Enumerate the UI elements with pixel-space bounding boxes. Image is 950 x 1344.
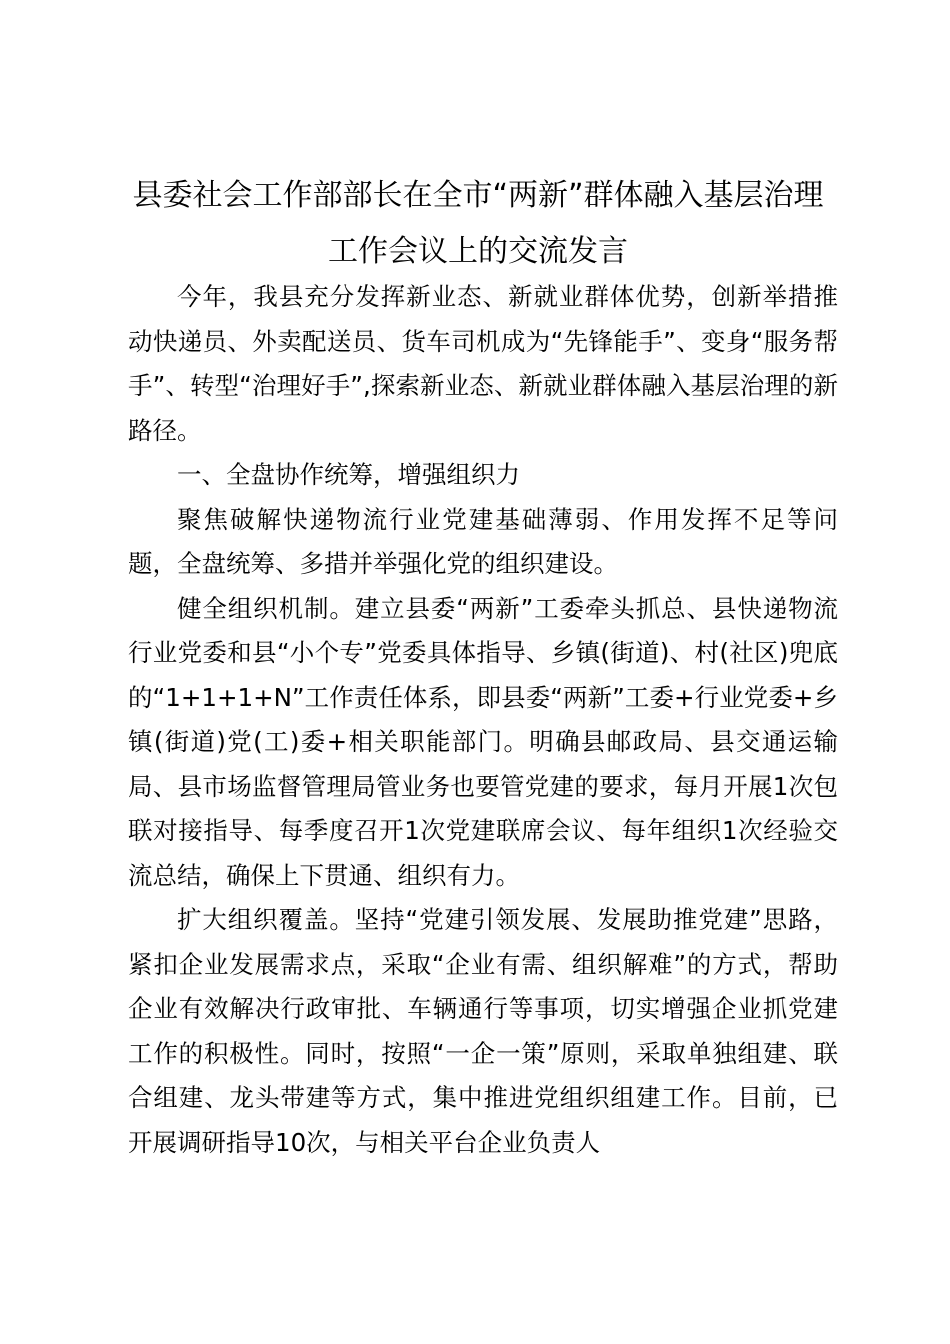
paragraph-section-1-summary: 聚焦破解快递物流行业党建基础薄弱、作用发挥不足等问题，全盘统筹、多措并举强化党的组织建设。: [128, 504, 838, 578]
section-heading-1: 一、全盘协作统筹，增强组织力: [177, 460, 520, 489]
paragraph-organization-mechanism: 健全组织机制。建立县委“两新”工委牵头抓总、县快递物流行业党委和县“小个专”党委具体指导、乡镇(街道)、村(社区)兜底的“1+1+1+N”工作责任体系，即县委“两新”工委+行业党委+乡镇(街道)党(工)委+相关职能部门。明确县邮政局、县交通运输局、县市场监督管理局管业务也要管党建的要求，每月开展1次包联对接指导、每季度召开1次党建联席会议、每年组织1次经验交流总结，确保上下贯通、组织有力。: [128, 593, 838, 890]
paragraph-organization-coverage: 扩大组织覆盖。坚持“党建引领发展、发展助推党建”思路，紧扣企业发展需求点，采取“企业有需、组织解难”的方式，帮助企业有效解决行政审批、车辆通行等事项，切实增强企业抓党建工作的积极性。同时，按照“一企一策”原则，采取单独组建、联合组建、龙头带建等方式，集中推进党组织组建工作。目前，已开展调研指导10次，与相关平台企业负责人: [128, 905, 838, 1157]
document-body: [128, 275, 838, 1165]
document-title: 县委社会工作部部长在全市“两新”群体融入基层治理工作会议上的交流发言: [132, 178, 824, 269]
paragraph-intro: 今年，我县充分发挥新业态、新就业群体优势，创新举措推动快递员、外卖配送员、货车司机成为“先锋能手”、变身“服务帮手”、转型“治理好手”,探索新业态、新就业群体融入基层治理的新路径。: [128, 282, 838, 445]
